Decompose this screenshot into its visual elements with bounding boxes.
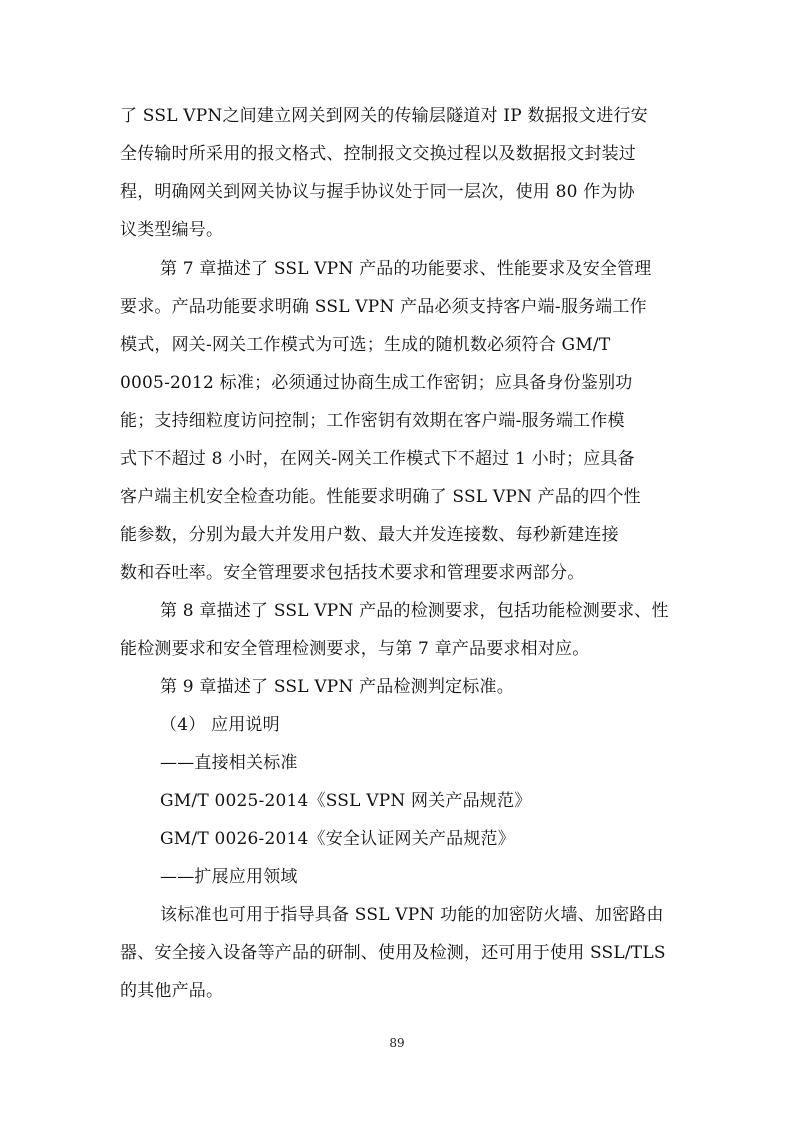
paragraph-line: 第 9 章描述了 SSL VPN 产品检测判定标准。 xyxy=(160,677,514,697)
paragraph-line: 的其他产品。 xyxy=(120,981,224,1001)
paragraph-line: 该标准也可用于指导具备 SSL VPN 功能的加密防火墙、加密路由 xyxy=(160,905,664,925)
paragraph-line: 要求。产品功能要求明确 SSL VPN 产品必须支持客户端-服务端工作 xyxy=(120,297,647,317)
section-heading: （4） 应用说明 xyxy=(160,715,280,735)
paragraph-line: 数和吞吐率。安全管理要求包括技术要求和管理要求两部分。 xyxy=(120,563,585,583)
paragraph-line: 第 8 章描述了 SSL VPN 产品的检测要求，包括功能检测要求、性 xyxy=(160,601,669,621)
paragraph-line: 模式，网关-网关工作模式为可选；生成的随机数必须符合 GM/T xyxy=(120,335,611,355)
paragraph-line: 式下不超过 8 小时，在网关-网关工作模式下不超过 1 小时；应具备 xyxy=(120,449,635,469)
subsection-heading: ——扩展应用领域 xyxy=(160,867,298,887)
paragraph-line: 了 SSL VPN之间建立网关到网关的传输层隧道对 IP 数据报文进行安 xyxy=(120,106,648,126)
paragraph-line: 能参数，分别为最大并发用户数、最大并发连接数、每秒新建连接 xyxy=(120,525,619,545)
paragraph-line: 能；支持细粒度访问控制；工作密钥有效期在客户端-服务端工作模 xyxy=(120,411,625,431)
paragraph-line: 议类型编号。 xyxy=(120,220,224,240)
paragraph-line: 全传输时所采用的报文格式、控制报文交换过程以及数据报文封装过 xyxy=(120,144,636,164)
standard-reference: GM/T 0025-2014《SSL VPN 网关产品规范》 xyxy=(160,791,532,811)
paragraph-line: 第 7 章描述了 SSL VPN 产品的功能要求、性能要求及安全管理 xyxy=(160,259,652,279)
paragraph-line: 能检测要求和安全管理检测要求，与第 7 章产品要求相对应。 xyxy=(120,639,590,659)
paragraph-line: 器、安全接入设备等产品的研制、使用及检测，还可用于使用 SSL/TLS xyxy=(120,943,666,963)
paragraph-line: 客户端主机安全检查功能。性能要求明确了 SSL VPN 产品的四个性 xyxy=(120,487,641,507)
paragraph-line: 程，明确网关到网关协议与握手协议处于同一层次，使用 80 作为协 xyxy=(120,182,635,202)
subsection-heading: ——直接相关标准 xyxy=(160,753,298,773)
standard-reference: GM/T 0026-2014《安全认证网关产品规范》 xyxy=(160,829,515,849)
paragraph-line: 0005-2012 标准；必须通过协商生成工作密钥；应具备身份鉴别功 xyxy=(120,373,633,393)
page-number: 89 xyxy=(389,1036,405,1050)
